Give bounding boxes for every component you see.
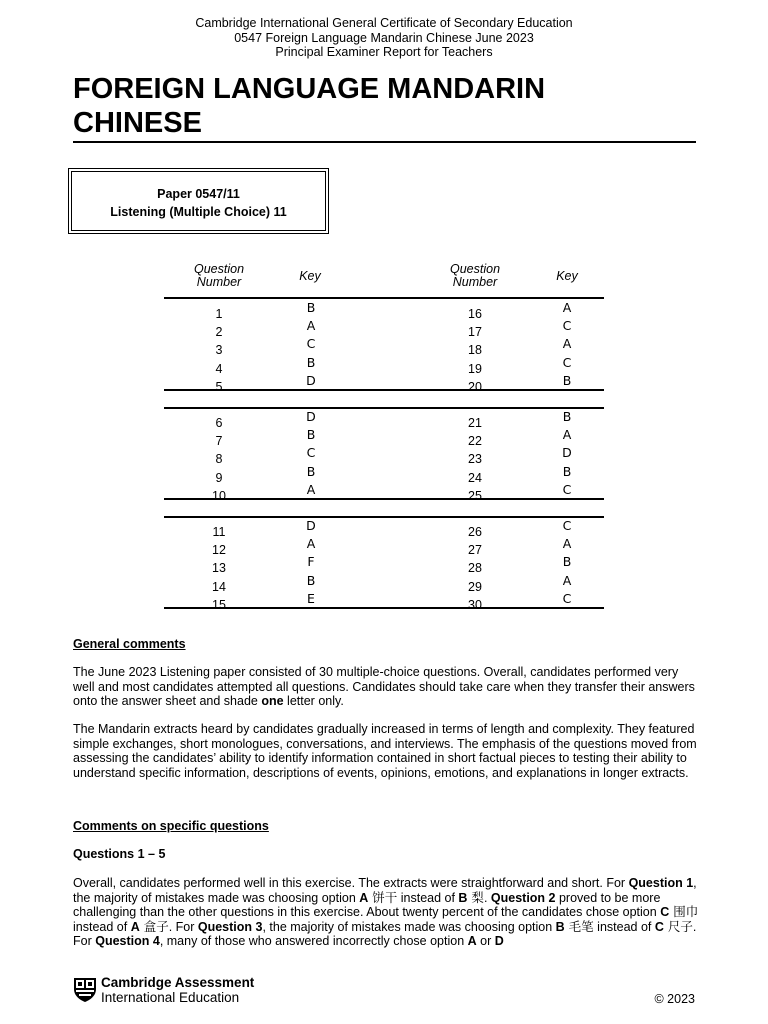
option-ref: B [458,890,468,905]
chinese-word: 毛笔 [564,918,594,934]
answer-key-cell: B [562,409,572,424]
chinese-word: 围巾 [669,904,699,919]
answer-key-cell: F [307,554,315,570]
text: , many of those who answered incorrectly chose option [159,934,468,948]
question-number-cell: 9 [215,470,223,485]
question-number-cell: 6 [215,416,223,430]
cambridge-logo [73,975,273,1005]
text: or [476,934,495,948]
question-ref: Question 1 [628,876,694,890]
specific-comments-heading: Comments on specific questions [73,819,269,833]
logo-line-2: International Education [101,990,240,1005]
page-title [73,72,673,140]
chinese-word: 尺子 [663,918,693,934]
text: The June 2023 Listening paper consisted of 30 multiple-choice questions. Overall, candidates performed very well and most candidates attempted all questions. Candidates should take care when they transfer their answers onto the answer sheet and shade [73,665,695,708]
option-ref: C [654,919,664,934]
answer-key-cell: B [306,427,316,443]
question-number-header-left [179,263,259,289]
option-ref: C [660,905,670,919]
question-number-cell: 17 [468,325,482,340]
table-rule [164,407,604,409]
text: proved to be more challenging than the other questions in this exercise. About twenty percent of the candidates chose option [73,890,661,919]
general-paragraph-2: The Mandarin extracts heard by candidates gradually increased in terms of length and complexity. They featured simple exchanges, short monologues, conversations, and interviews. The emphasis of the questions moved from assessing the candidates’ ability to identify information contained in short factual pieces to testing their ability to understand specific information, descriptions of events, opinions, emotions, and explanations in longer extracts. [73,722,697,780]
report-header [0,16,768,60]
general-comments-heading: General comments [73,637,186,651]
emphasis: one [261,694,284,708]
questions-1-5-paragraph [73,876,699,949]
chinese-word: 梨 [467,889,484,905]
question-number-cell: 7 [215,434,223,449]
answer-key-cell: A [562,427,572,443]
title-divider [73,141,696,143]
answer-key-cell: C [562,590,572,606]
question-number-cell: 22 [468,434,482,449]
answer-key-cell: C [306,445,316,461]
header-line-3: Principal Examiner Report for Teachers [275,45,493,59]
answer-key-cell: C [562,518,572,533]
question-number-cell: 11 [212,525,226,539]
answer-key-cell: C [306,336,316,352]
answer-key-cell: A [562,336,572,352]
answer-key-cell: D [306,518,316,533]
answer-key-cell: C [562,318,572,334]
answer-key-cell: A [562,300,572,315]
text: , the majority of mistakes made was choosing option [73,876,697,905]
answer-key-cell: B [306,572,316,588]
crest-icon [73,977,97,1003]
title-line-2: CHINESE [73,107,202,139]
answer-key-cell: C [562,481,572,497]
answer-key-cell: E [307,590,315,606]
key-header-left: Key [299,269,321,283]
answer-key-cell: A [306,481,316,497]
answer-key-cell: D [306,409,316,424]
paper-info-box [71,171,326,231]
answer-key-cell: D [562,445,572,461]
question-number-cell: 28 [468,561,482,576]
question-number-cell: 24 [468,470,482,485]
question-ref: Question 2 [490,890,556,905]
option-ref: D [494,934,504,948]
header-number-word: Number [452,275,498,289]
answer-key-cell: B [562,372,572,388]
question-number-cell: 12 [212,543,226,558]
question-number-cell: 5 [215,379,223,394]
text: letter only. [283,694,344,708]
answer-key-cell: A [306,318,316,334]
question-ref: Question 3 [197,919,263,934]
question-number-cell: 29 [468,579,482,594]
text: . [483,890,491,905]
question-number-cell: 18 [468,343,482,358]
paper-name: Listening (Multiple Choice) 11 [110,205,287,219]
question-number-cell: 3 [215,343,223,358]
question-number-header-right [435,263,515,289]
question-number-cell: 1 [215,307,223,321]
question-number-cell: 21 [468,416,482,430]
header-number-word: Number [196,275,242,289]
question-number-cell: 19 [468,361,482,376]
question-number-cell: 25 [468,488,482,503]
answer-key-cell: B [306,354,316,370]
answer-key-cell: A [562,536,572,552]
logo-line-1: Cambridge Assessment [101,975,255,990]
text: , the majority of mistakes made was choosing option [262,919,556,934]
question-number-cell: 15 [212,597,226,612]
text: . For [168,919,198,934]
option-ref: A [359,890,369,905]
chinese-word: 饼干 [368,889,398,905]
question-number-cell: 13 [212,561,226,576]
answer-key-cell: B [562,463,572,479]
question-number-cell: 27 [468,543,482,558]
question-number-cell: 26 [468,525,482,539]
general-paragraph-1 [73,665,699,709]
header-question-word: Question [449,262,501,276]
option-ref: B [555,919,565,934]
key-header-right: Key [556,269,578,283]
option-ref: A [130,919,140,934]
header-line-1: Cambridge International General Certificate of Secondary Education [195,16,573,30]
chinese-word: 盒子 [139,918,169,934]
option-ref: A [467,934,477,948]
answer-key-cell: D [306,372,316,388]
text: instead of [397,890,459,905]
question-number-cell: 14 [212,579,226,594]
question-number-cell: 23 [468,452,482,467]
header-line-2: 0547 Foreign Language Mandarin Chinese June 2023 [234,30,534,45]
questions-1-5-heading: Questions 1 – 5 [73,847,166,861]
question-number-cell: 4 [215,361,223,376]
header-question-word: Question [193,262,245,276]
text: . For [73,919,697,948]
answer-key-cell: A [306,536,316,552]
table-rule [164,516,604,518]
question-number-cell: 8 [215,452,223,467]
text: instead of [73,919,131,934]
paper-code: Paper 0547/11 [157,187,240,201]
copyright: © 2023 [654,992,695,1006]
table-rule [164,297,604,299]
text: instead of [593,919,655,934]
answer-key-cell: B [562,554,572,570]
answer-key-cell: B [306,300,316,315]
question-ref: Question 4 [95,934,160,948]
answer-key-cell: C [562,354,572,370]
title-line-1: FOREIGN LANGUAGE MANDARIN [73,73,546,105]
question-number-cell: 16 [468,307,482,321]
question-number-cell: 2 [215,325,223,340]
question-number-cell: 10 [212,488,226,503]
answer-key-cell: A [562,572,572,588]
text: Overall, candidates performed well in this exercise. The extracts were straightforward and short. For [73,876,629,890]
question-number-cell: 20 [468,379,482,394]
answer-key-cell: B [306,463,316,479]
question-number-cell: 30 [468,597,482,612]
